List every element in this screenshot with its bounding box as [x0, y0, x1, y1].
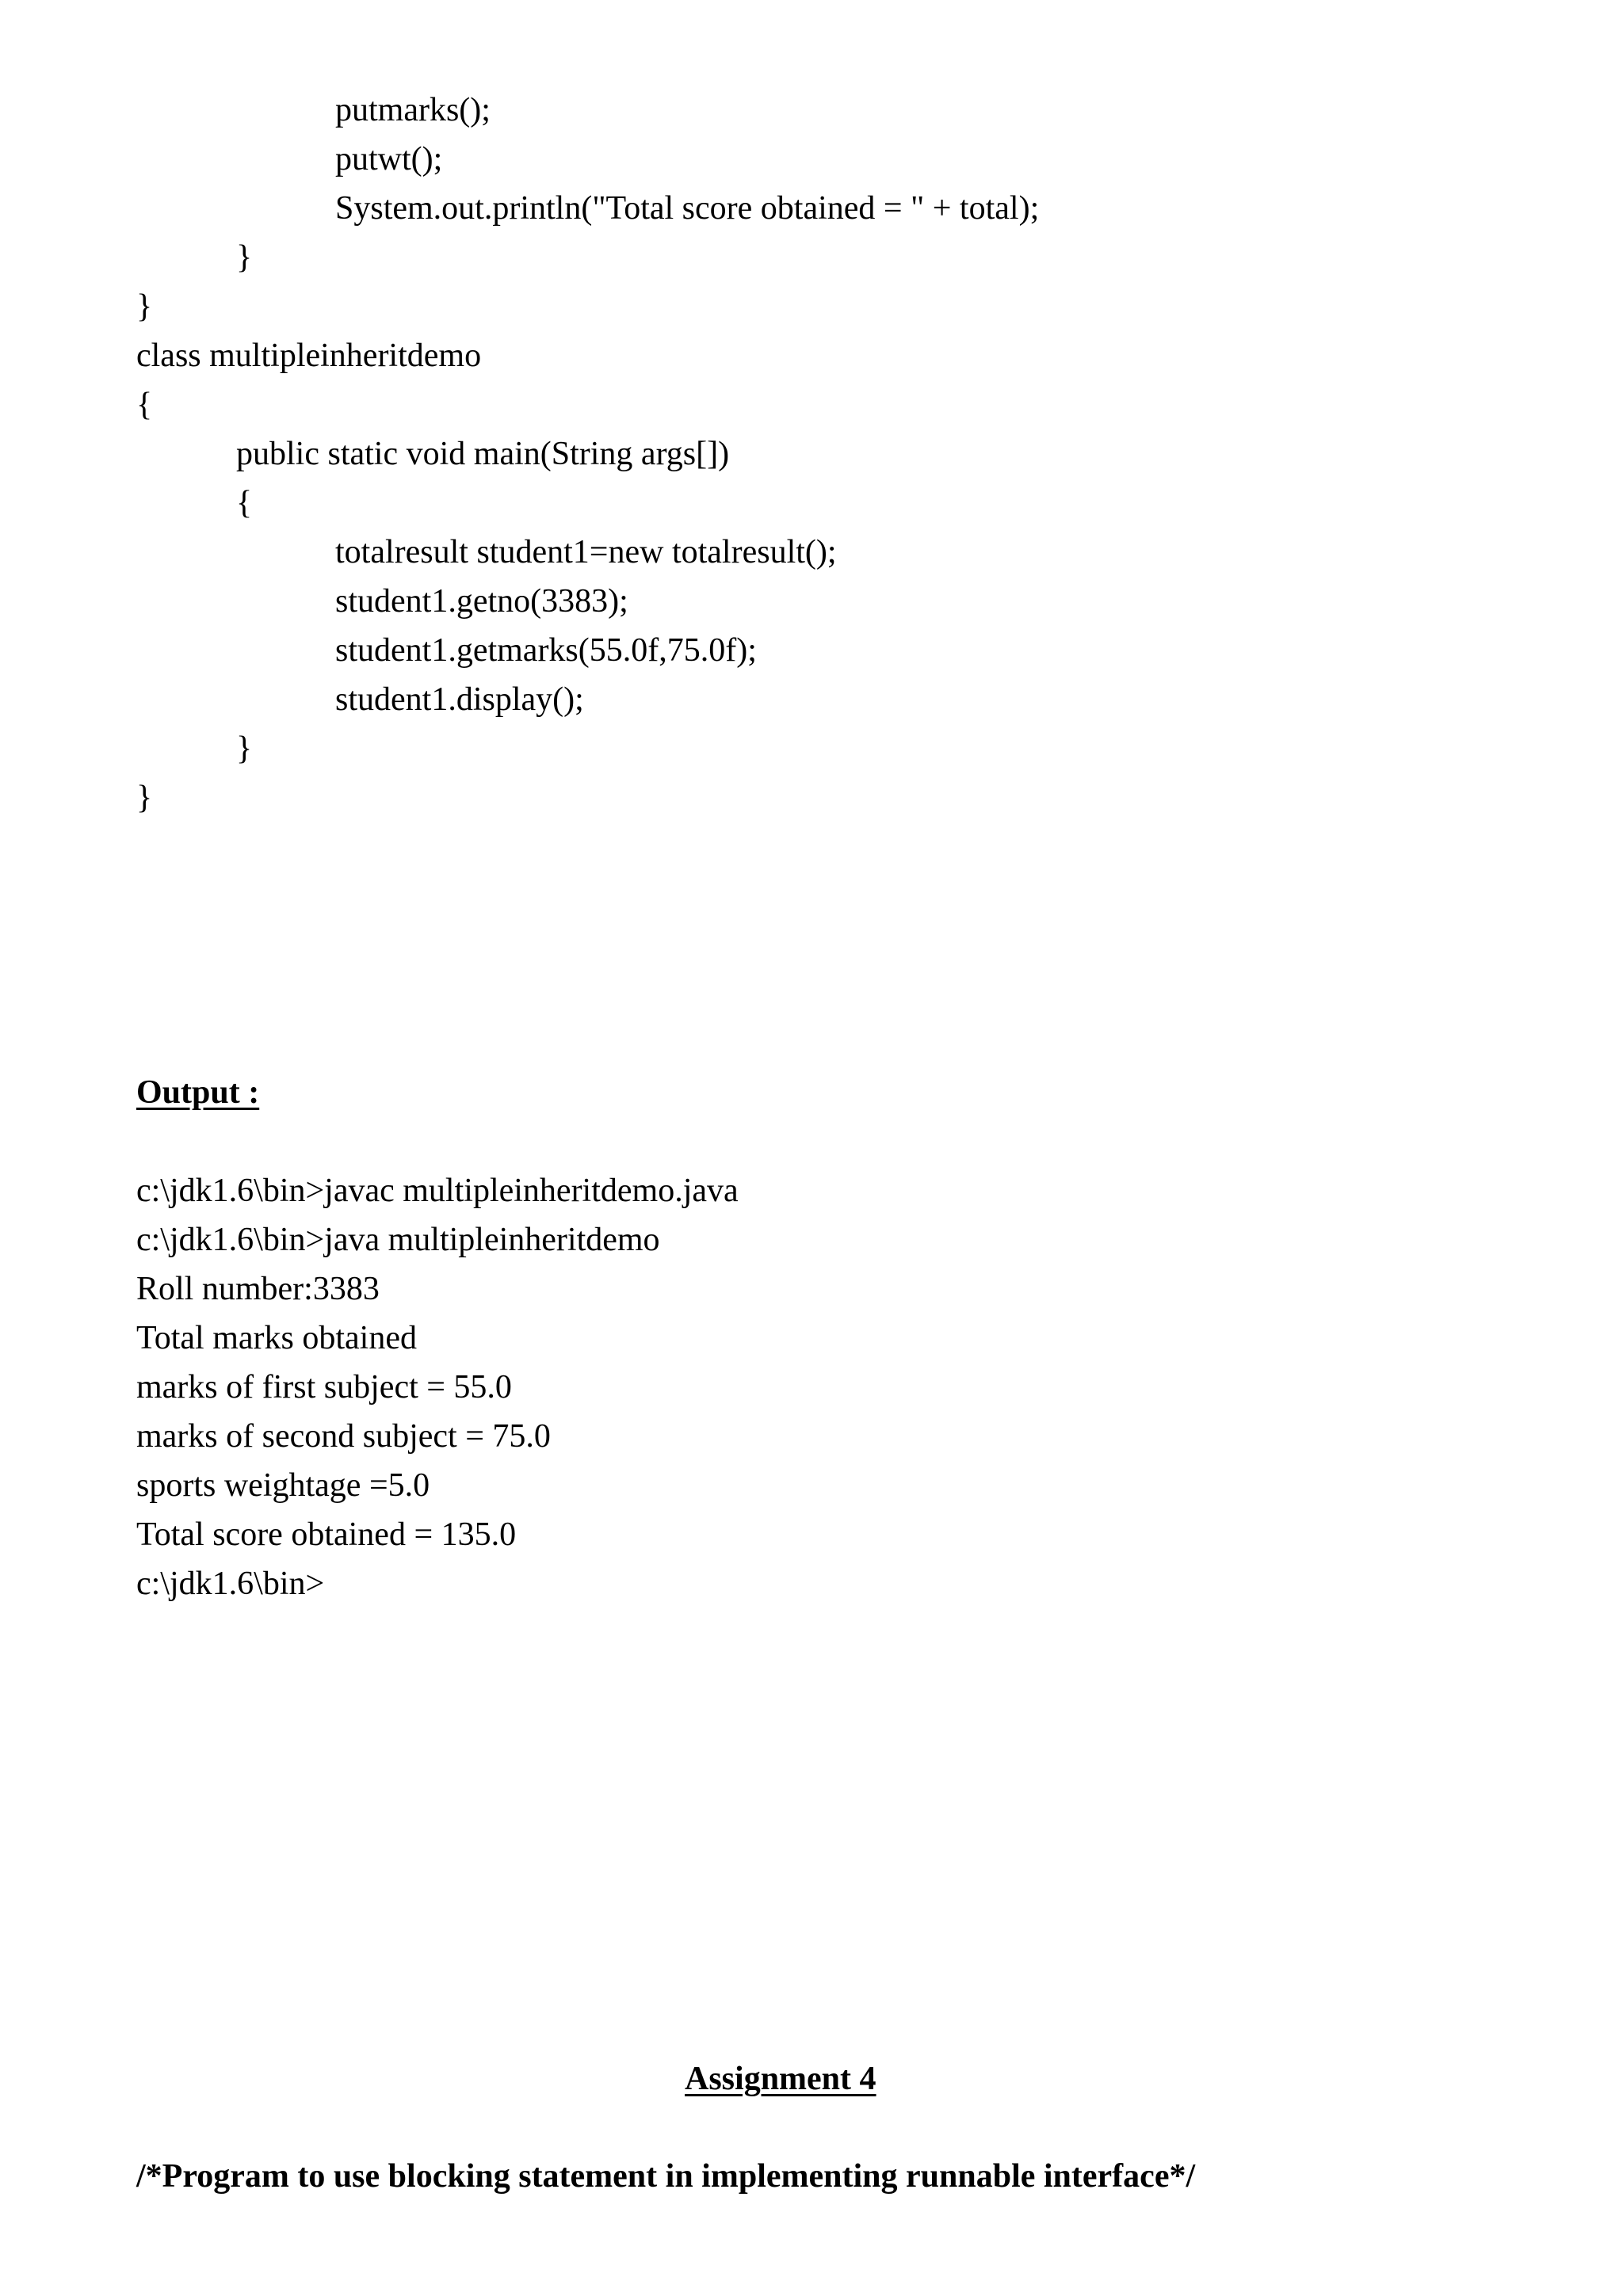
- code-line: System.out.println("Total score obtained = " + total);: [335, 190, 1040, 227]
- code-line: class multipleinheritdemo: [136, 338, 482, 374]
- output-line: marks of second subject = 75.0: [136, 1418, 551, 1455]
- code-line: student1.getno(3383);: [335, 583, 628, 620]
- code-line: }: [236, 730, 253, 767]
- code-line: student1.getmarks(55.0f,75.0f);: [335, 632, 757, 669]
- code-line: {: [136, 387, 153, 423]
- code-line: public static void main(String args[]): [236, 436, 730, 472]
- code-line: }: [236, 239, 253, 276]
- code-line: student1.display();: [335, 681, 584, 718]
- code-line: }: [136, 780, 153, 816]
- code-line: putwt();: [335, 141, 443, 177]
- output-line: c:\jdk1.6\bin>javac multipleinheritdemo.java: [136, 1173, 739, 1209]
- program-comment: /*Program to use blocking statement in implementing runnable interface*/: [136, 2158, 1196, 2195]
- output-heading: Output :: [136, 1074, 260, 1111]
- code-line: totalresult student1=new totalresult();: [335, 534, 837, 570]
- code-line: }: [136, 288, 153, 325]
- assignment-heading: Assignment 4: [685, 2061, 876, 2097]
- code-line: {: [236, 485, 253, 521]
- output-line: Total score obtained = 135.0: [136, 1516, 517, 1553]
- output-line: c:\jdk1.6\bin>: [136, 1566, 325, 1602]
- output-line: sports weightage =5.0: [136, 1467, 430, 1504]
- output-line: c:\jdk1.6\bin>java multipleinheritdemo: [136, 1222, 660, 1258]
- output-line: marks of first subject = 55.0: [136, 1369, 512, 1405]
- output-line: Total marks obtained: [136, 1320, 417, 1356]
- output-line: Roll number:3383: [136, 1271, 380, 1307]
- code-line: putmarks();: [335, 92, 491, 128]
